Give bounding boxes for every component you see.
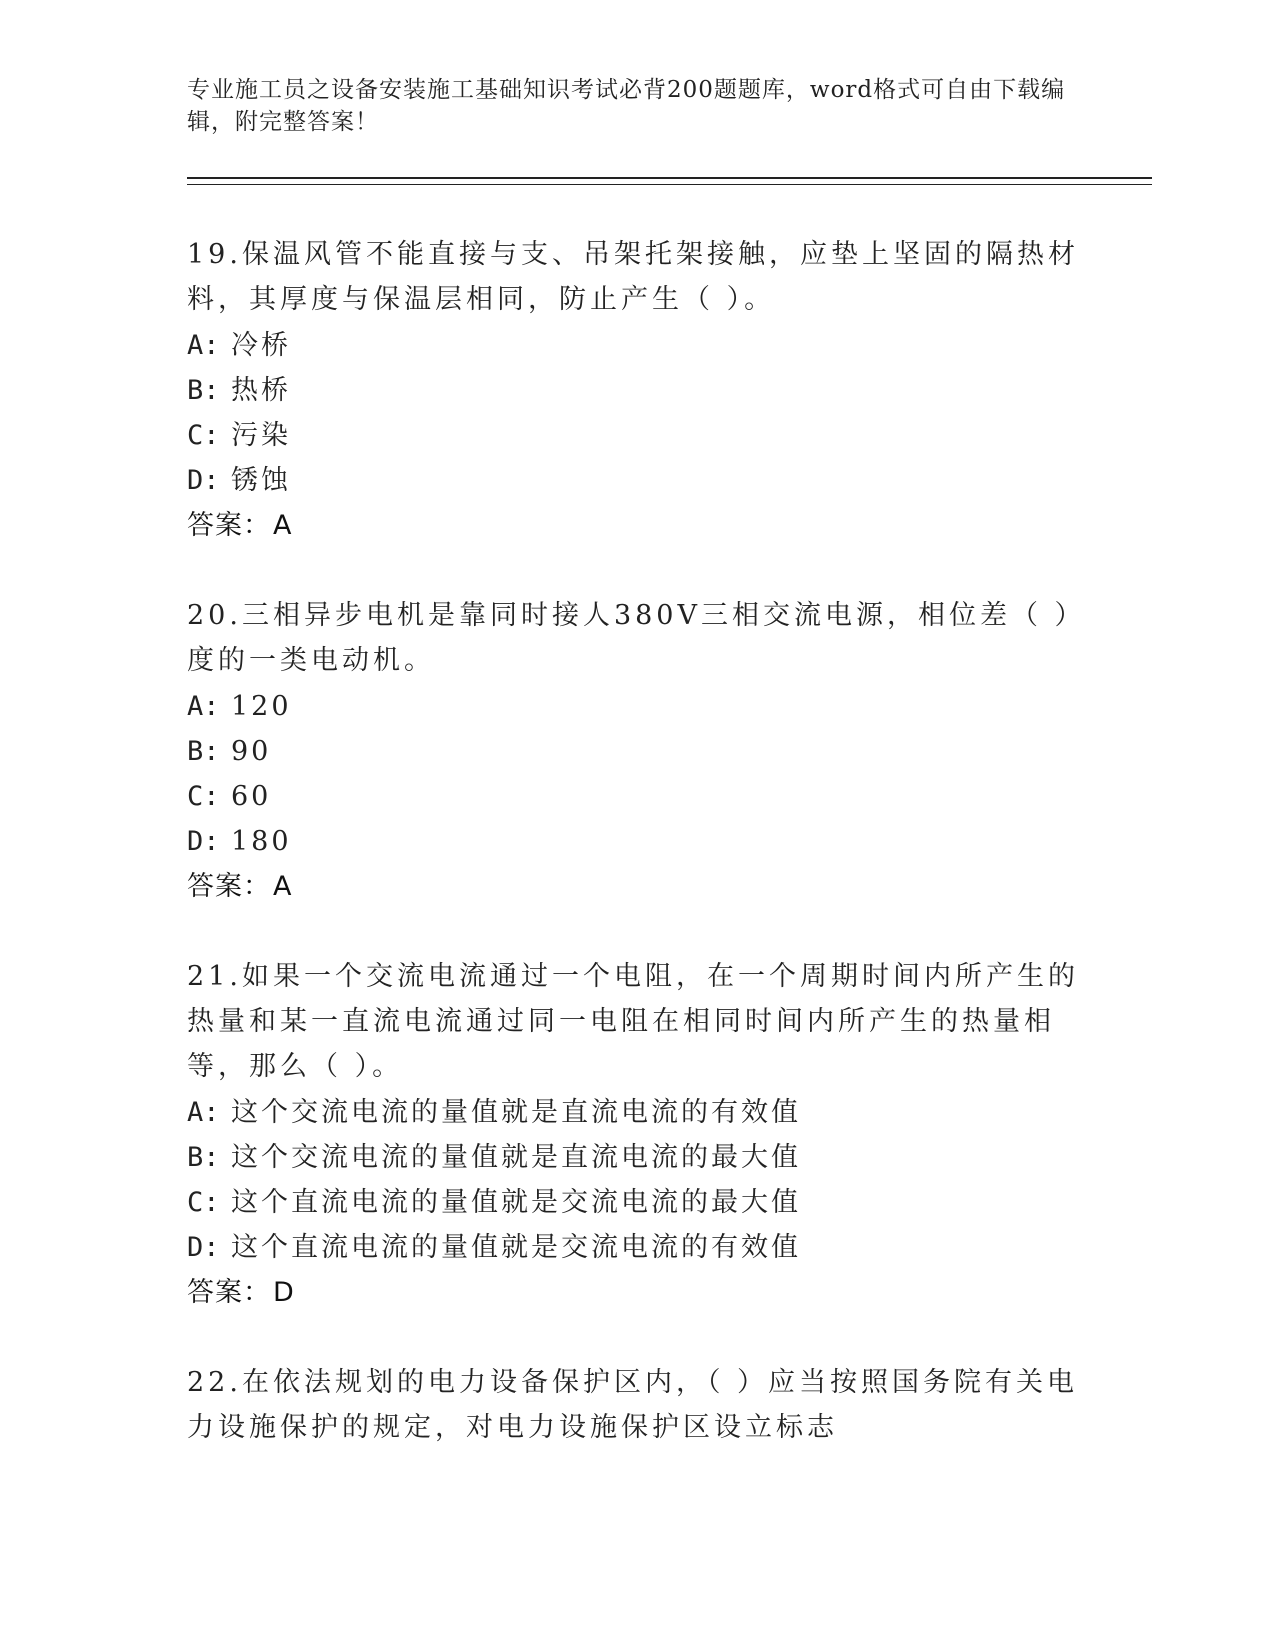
question-21-option-b — [187, 1135, 801, 1180]
option-text: 这个直流电流的量值就是交流电流的有效值 — [231, 1232, 801, 1263]
question-21-option-d — [187, 1225, 801, 1270]
option-letter: D: — [187, 1232, 220, 1263]
answer-value: A — [273, 871, 293, 902]
question-20-option-b — [187, 729, 271, 774]
question-22-stem: 22.在依法规划的电力设备保护区内，（ ）应当按照国务院有关电力设施保护的规定，对电力设施保护区设立标志 — [187, 1367, 1079, 1443]
question-20-option-d — [187, 819, 292, 864]
option-text: 冷桥 — [231, 330, 291, 361]
option-letter: D: — [187, 826, 220, 857]
answer-value: A — [273, 510, 293, 541]
option-text: 锈蚀 — [231, 465, 291, 496]
option-text: 这个交流电流的量值就是直流电流的最大值 — [231, 1142, 801, 1173]
question-21-option-a — [187, 1090, 801, 1135]
option-text: 污染 — [231, 420, 291, 451]
option-letter: C: — [187, 420, 220, 451]
answer-label: 答案： — [187, 871, 271, 902]
option-letter: B: — [187, 736, 220, 767]
question-20-option-c — [187, 774, 271, 819]
option-letter: A: — [187, 691, 220, 722]
option-letter: B: — [187, 1142, 220, 1173]
option-text: 这个交流电流的量值就是直流电流的有效值 — [231, 1097, 801, 1128]
question-21-option-c — [187, 1180, 801, 1225]
option-text: 这个直流电流的量值就是交流电流的最大值 — [231, 1187, 801, 1218]
document-header: 专业施工员之设备安装施工基础知识考试必背200题题库，word格式可自由下载编辑，附完整答案！ — [187, 77, 1066, 135]
option-text: 热桥 — [231, 375, 291, 406]
answer-label: 答案： — [187, 510, 271, 541]
question-21-stem: 21.如果一个交流电流通过一个电阻，在一个周期时间内所产生的热量和某一直流电流通过同一电阻在相同时间内所产生的热量相等，那么（ ）。 — [187, 961, 1079, 1082]
question-19-answer — [187, 503, 292, 548]
question-19-option-c — [187, 413, 291, 458]
option-letter: B: — [187, 375, 220, 406]
option-letter: A: — [187, 1097, 220, 1128]
option-letter: C: — [187, 1187, 220, 1218]
question-20-option-a — [187, 684, 292, 729]
question-20-answer — [187, 864, 292, 909]
question-19-stem: 19.保温风管不能直接与支、吊架托架接触，应垫上坚固的隔热材料，其厚度与保温层相同，防止产生（ ）。 — [187, 239, 1079, 315]
option-text: 180 — [231, 826, 292, 857]
answer-value: D — [273, 1277, 295, 1308]
header-divider — [187, 177, 1152, 185]
option-letter: A: — [187, 330, 220, 361]
option-text: 90 — [231, 736, 272, 767]
option-letter: D: — [187, 465, 220, 496]
question-21-answer — [187, 1270, 295, 1315]
question-20-stem: 20.三相异步电机是靠同时接人380V三相交流电源，相位差（ ）度的一类电动机。 — [187, 600, 1086, 676]
option-letter: C: — [187, 781, 220, 812]
question-19-option-d — [187, 458, 291, 503]
question-19-option-b — [187, 368, 291, 413]
option-text: 60 — [231, 781, 272, 812]
option-text: 120 — [231, 691, 292, 722]
answer-label: 答案： — [187, 1277, 271, 1308]
question-19-option-a — [187, 323, 291, 368]
